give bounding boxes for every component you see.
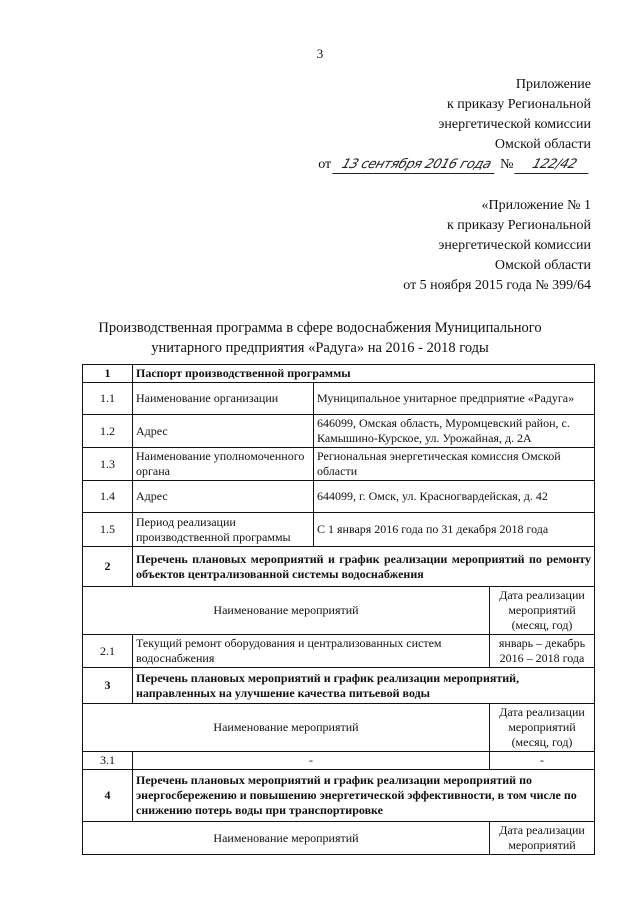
section-title: Перечень плановых мероприятий и график реализации мероприятий, направленных на улучшение качества питьевой воды — [133, 668, 595, 704]
title-line: унитарного предприятия «Радуга» на 2016 - 2018 годы — [151, 340, 489, 356]
header-line: Омской области — [494, 258, 591, 273]
header-line: Приложение — [515, 77, 591, 92]
column-header-name: Наименование мероприятий — [83, 704, 490, 752]
row-number: 3.1 — [83, 752, 133, 770]
row-number: 1.5 — [83, 513, 133, 547]
row-label: Адрес — [133, 481, 314, 513]
handwritten-date: 13 сентября 2016 года — [332, 157, 500, 174]
table-row — [83, 448, 595, 481]
row-number: 1.2 — [83, 415, 133, 448]
row-name: - — [133, 752, 490, 770]
section-header-row — [83, 365, 595, 383]
row-name: Текущий ремонт оборудования и централизованных систем водоснабжения — [133, 635, 490, 668]
approval-header — [318, 75, 591, 175]
number-label: № — [500, 157, 514, 172]
column-header-row — [83, 587, 595, 635]
row-number: 1.4 — [83, 481, 133, 513]
column-header-row — [83, 704, 595, 752]
section-title: Перечень плановых мероприятий и график реализации мероприятий по энергосбережению и повышению энергетической эффективности, в том числе по снижению потерь воды при транспортировке — [133, 770, 595, 822]
table-row — [83, 752, 595, 770]
column-header-row — [83, 822, 595, 855]
row-date: январь – декабрь 2016 – 2018 года — [490, 635, 595, 668]
header-line: к приказу Региональной — [446, 218, 591, 233]
row-number: 2.1 — [83, 635, 133, 668]
row-value: Региональная энергетическая комиссия Омской области — [314, 448, 595, 481]
column-header-name: Наименование мероприятий — [83, 587, 490, 635]
section-number: 4 — [83, 770, 133, 822]
row-value: 644099, г. Омск, ул. Красногвардейская, д. 42 — [314, 481, 595, 513]
row-number: 1.3 — [83, 448, 133, 481]
column-header-date: Дата реализации мероприятий (месяц, год) — [490, 587, 595, 635]
title-line: Производственная программа в сфере водоснабжения Муниципального — [98, 320, 542, 336]
table-row — [83, 415, 595, 448]
row-label: Наименование организации — [133, 383, 314, 415]
row-value: С 1 января 2016 года по 31 декабря 2018 года — [314, 513, 595, 547]
production-program-table — [82, 364, 595, 855]
document-title — [60, 318, 580, 358]
page-number: 3 — [316, 46, 324, 61]
header-line: Омской области — [494, 137, 591, 152]
row-label: Наименование уполномоченного органа — [133, 448, 314, 481]
row-value: 646099, Омская область, Муромцевский район, с. Камышино-Курское, ул. Урожайная, д. 2А — [314, 415, 595, 448]
section-number: 3 — [83, 668, 133, 704]
header-line: «Приложение № 1 — [481, 198, 591, 213]
table-row — [83, 635, 595, 668]
section-header-row — [83, 668, 595, 704]
section-title: Паспорт производственной программы — [133, 365, 595, 383]
row-label: Адрес — [133, 415, 314, 448]
table-row — [83, 513, 595, 547]
column-header-name: Наименование мероприятий — [83, 822, 490, 855]
section-header-row — [83, 547, 595, 587]
section-header-row — [83, 770, 595, 822]
column-header-date: Дата реализации мероприятий (месяц, год) — [490, 704, 595, 752]
handwritten-number: 122/42 — [514, 157, 594, 174]
header-line: энергетической комиссии — [438, 117, 591, 132]
section-number: 2 — [83, 547, 133, 587]
row-date: - — [490, 752, 595, 770]
section-number: 1 — [83, 365, 133, 383]
column-header-date: Дата реализации мероприятий — [490, 822, 595, 855]
from-label: от — [318, 157, 332, 172]
header-line: от 5 ноября 2015 года № 399/64 — [403, 278, 591, 293]
original-appendix-header — [403, 196, 591, 296]
section-title: Перечень плановых мероприятий и график реализации мероприятий по ремонту объектов централизованной системы водоснабжения — [133, 547, 595, 587]
order-date-line — [318, 155, 591, 175]
row-label: Период реализации производственной программы — [133, 513, 314, 547]
table-row — [83, 383, 595, 415]
header-line: к приказу Региональной — [446, 97, 591, 112]
table-row — [83, 481, 595, 513]
header-line: энергетической комиссии — [438, 238, 591, 253]
row-number: 1.1 — [83, 383, 133, 415]
row-value: Муниципальное унитарное предприятие «Радуга» — [314, 383, 595, 415]
